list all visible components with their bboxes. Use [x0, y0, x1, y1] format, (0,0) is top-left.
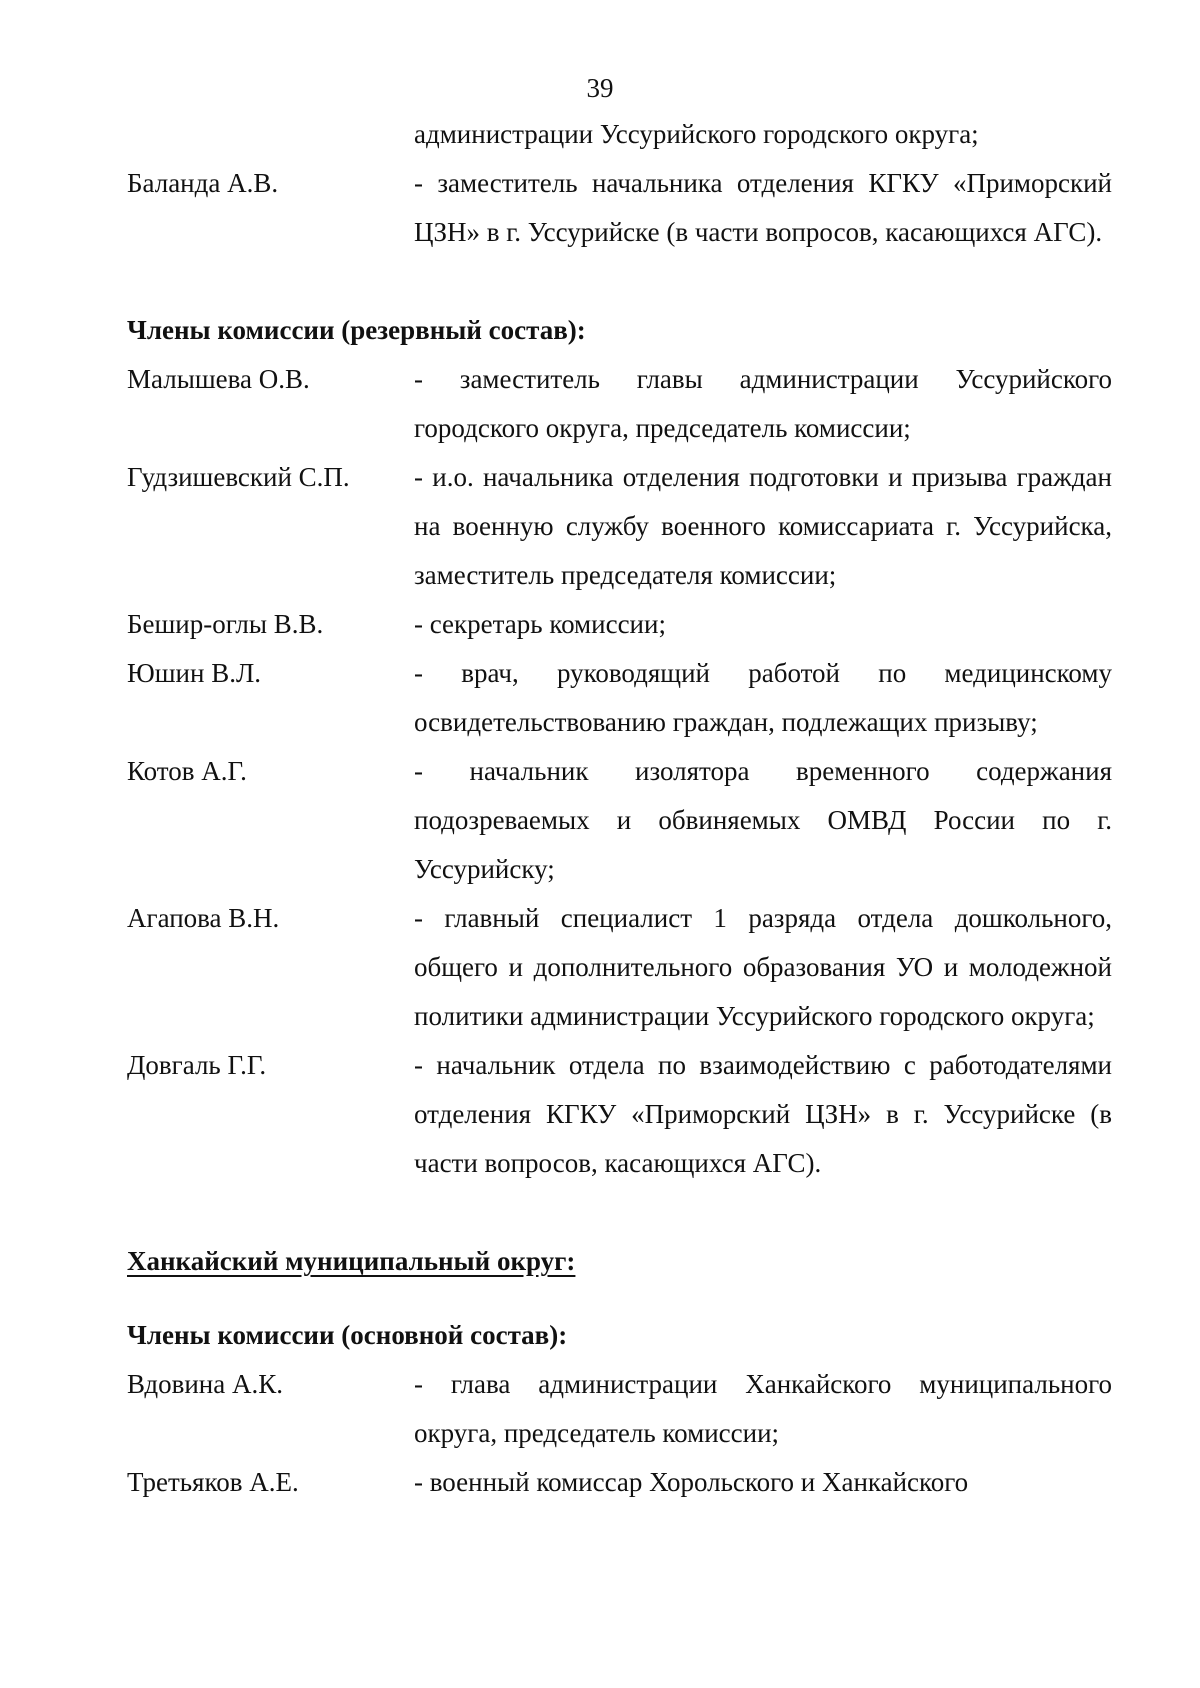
section-heading-district: Ханкайский муниципальный округ: — [127, 1246, 576, 1276]
member-position: - и.о. начальника отделения подготовки и призыва граждан на военную службу военного комиссариата г. Уссурийска, заместитель председателя комиссии; — [414, 462, 1112, 590]
member-name: Довгаль Г.Г. — [127, 1050, 267, 1080]
member-row — [127, 159, 1112, 257]
member-position: - секретарь комиссии; — [414, 609, 666, 639]
member-row — [127, 1458, 1112, 1507]
member-row — [127, 355, 1112, 453]
member-name: Бешир-оглы В.В. — [127, 609, 324, 639]
member-name: Третьяков А.Е. — [127, 1467, 299, 1497]
section-heading-reserve: Члены комиссии (резервный состав): — [127, 315, 586, 345]
member-position: - военный комиссар Хорольского и Ханкайского — [414, 1467, 969, 1497]
member-row — [127, 1041, 1112, 1188]
spacer — [127, 257, 1112, 306]
continuation-row — [127, 110, 1112, 159]
member-position: - врач, руководящий работой по медицинскому освидетельствованию граждан, подлежащих призыву; — [414, 658, 1112, 737]
member-position: - главный специалист 1 разряда отдела дошкольного, общего и дополнительного образования УО и молодежной политики администрации Уссурийского городского округа; — [414, 903, 1112, 1031]
member-position: - начальник изолятора временного содержания подозреваемых и обвиняемых ОМВД России по г. Уссурийску; — [414, 756, 1112, 884]
document-body — [127, 110, 1112, 1507]
member-name: Юшин В.Л. — [127, 658, 262, 688]
spacer — [127, 1188, 1112, 1237]
member-name: Гудзишевский С.П. — [127, 462, 350, 492]
member-position: - заместитель главы администрации Уссурийского городского округа, председатель комиссии; — [414, 364, 1112, 443]
member-name: Вдовина А.К. — [127, 1369, 283, 1399]
continuation-text: администрации Уссурийского городского округа; — [414, 119, 979, 149]
member-row — [127, 894, 1112, 1041]
member-row — [127, 747, 1112, 894]
spacer — [127, 1286, 1112, 1311]
member-position: - начальник отдела по взаимодействию с работодателями отделения КГКУ «Приморский ЦЗН» в г. Уссурийске (в части вопросов, касающихся АГС). — [414, 1050, 1112, 1178]
page-number: 39 — [586, 73, 614, 103]
member-row — [127, 1360, 1112, 1458]
member-name: Малышева О.В. — [127, 364, 310, 394]
member-name: Котов А.Г. — [127, 756, 247, 786]
member-row — [127, 453, 1112, 600]
section-heading-main: Члены комиссии (основной состав): — [127, 1320, 568, 1350]
member-row — [127, 600, 1112, 649]
member-row — [127, 649, 1112, 747]
member-name: Баланда А.В. — [127, 168, 279, 198]
member-position: - глава администрации Ханкайского муниципального округа, председатель комиссии; — [414, 1369, 1112, 1448]
member-name: Агапова В.Н. — [127, 903, 280, 933]
member-position: - заместитель начальника отделения КГКУ «Приморский ЦЗН» в г. Уссурийске (в части вопросов, касающихся АГС). — [414, 168, 1112, 247]
